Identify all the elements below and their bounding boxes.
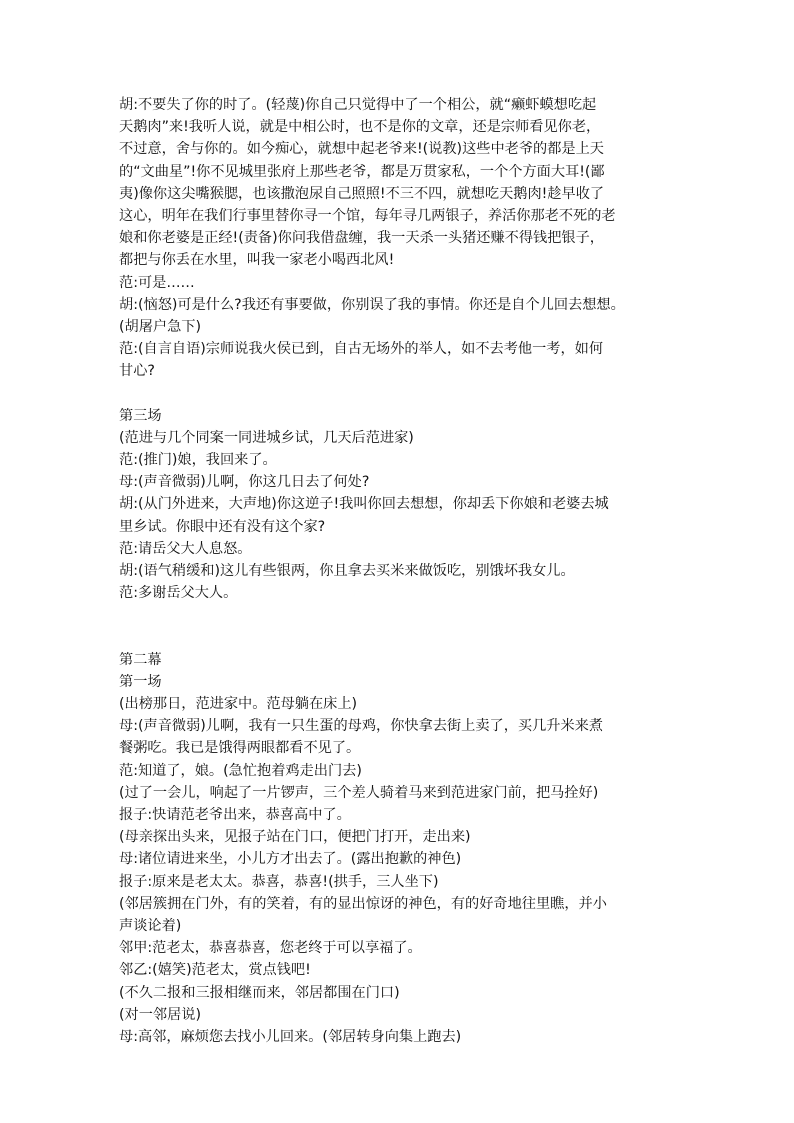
text-line: 母:(声音微弱)儿啊，你这几日去了何处? [119, 474, 370, 491]
text-line: 母:诸位请进来坐，小儿方才出去了。(露出抱歉的神色) [119, 851, 462, 868]
spacer [119, 382, 681, 404]
text-line: 餐粥吃。我已是饿得两眼都看不见了。 [119, 740, 361, 757]
text-line: 夷)像你这尖嘴猴腮，也该撒泡尿自己照照!不三不四，就想吃天鹅肉!趁早收了 [119, 185, 605, 202]
stage-direction: (不久二报和三报相继而来，邻居都围在门口) [119, 984, 400, 1001]
text-line: 胡:(恼怒)可是什么?我还有事要做，你别误了我的事情。你还是自个儿回去想想。 [119, 296, 625, 313]
text-line: 都把与你丢在水里，叫我一家老小喝西北风! [119, 252, 395, 269]
text-line: 报子:快请范老爷出来，恭喜高中了。 [119, 807, 351, 824]
text-line: 胡:(语气稍缓和)这儿有些银两，你且拿去买米来做饭吃，别饿坏我女儿。 [119, 562, 575, 579]
text-line: 母:(声音微弱)儿啊，我有一只生蛋的母鸡，你快拿去街上卖了，买几升米来煮 [119, 718, 604, 735]
text-line: 邻乙:(嬉笑)范老太，赏点钱吧! [119, 962, 311, 979]
text-line: 范:(自言自语)宗师说我火侯已到，自古无场外的举人，如不去考他一考，如何 [119, 341, 604, 358]
text-line: 邻甲:范老太，恭喜恭喜，您老终于可以享福了。 [119, 940, 422, 957]
text-line: 里乡试。你眼中还有没有这个家? [119, 518, 326, 535]
dialogue-block-1 [119, 94, 681, 382]
stage-direction: (过了一会儿，响起了一片锣声，三个差人骑着马来到范进家门前，把马拴好) [119, 784, 599, 801]
scene-heading: 第一场 [119, 673, 162, 690]
text-line: 范:多谢岳父大人。 [119, 585, 238, 602]
stage-direction: (母亲探出头来，见报子站在门口，便把门打开，走出来) [119, 829, 471, 846]
text-line: 这心，明年在我们行事里替你寻一个馆，每年寻几两银子，养活你那老不死的老 [119, 207, 616, 224]
text-line: 胡:(从门外进来，大声地)你这逆子!我叫你回去想想，你却丢下你娘和老婆去城 [119, 496, 609, 513]
act-two [119, 649, 681, 1048]
text-line: 甘心? [119, 363, 155, 380]
text-line: 娘和你老婆是正经!(责备)你问我借盘缠，我一天杀一头猪还赚不得钱把银子， [119, 230, 604, 247]
text-line: 范:请岳父大人息怒。 [119, 540, 252, 557]
stage-direction: (邻居簇拥在门外，有的笑着，有的显出惊讶的神色，有的好奇地往里瞧，并小 [119, 895, 607, 912]
text-line: 范:知道了，娘。(急忙抱着鸡走出门去) [119, 762, 362, 779]
text-line: 胡:不要失了你的时了。(轻蔑)你自己只觉得中了一个相公，就“癞虾蟆想吃起 [119, 97, 597, 113]
text-line: 不过意，舍与你的。如今痴心，就想中起老爷来!(说教)这些中老爷的都是上天 [119, 141, 604, 158]
scene-heading: 第三场 [119, 407, 162, 424]
spacer [119, 604, 681, 648]
stage-direction: (范进与几个同案一同进城乡试，几天后范进家) [119, 429, 414, 446]
text-line: 范:可是…… [119, 274, 195, 291]
script-page [119, 94, 681, 1048]
stage-direction: 声谈论着) [119, 917, 182, 934]
act-heading: 第二幕 [119, 651, 162, 668]
stage-direction: (对一邻居说) [119, 1006, 202, 1023]
text-line: 范:(推门)娘，我回来了。 [119, 452, 277, 468]
text-line: 天鹅肉”来!我听人说，就是中相公时，也不是你的文章，还是宗师看见你老， [119, 119, 601, 136]
scene-three [119, 405, 681, 605]
text-line: 报子:原来是老太太。恭喜，恭喜!(拱手，三人坐下) [119, 873, 439, 890]
text-line: 的“文曲星”!你不见城里张府上那些老爷，都是万贯家私，一个个方面大耳!(鄙 [119, 163, 605, 180]
stage-direction: (胡屠户急下) [119, 318, 202, 335]
stage-direction: (出榜那日，范进家中。范母躺在床上) [119, 696, 358, 713]
text-line: 母:高邻，麻烦您去找小儿回来。(邻居转身向集上跑去) [119, 1028, 462, 1045]
